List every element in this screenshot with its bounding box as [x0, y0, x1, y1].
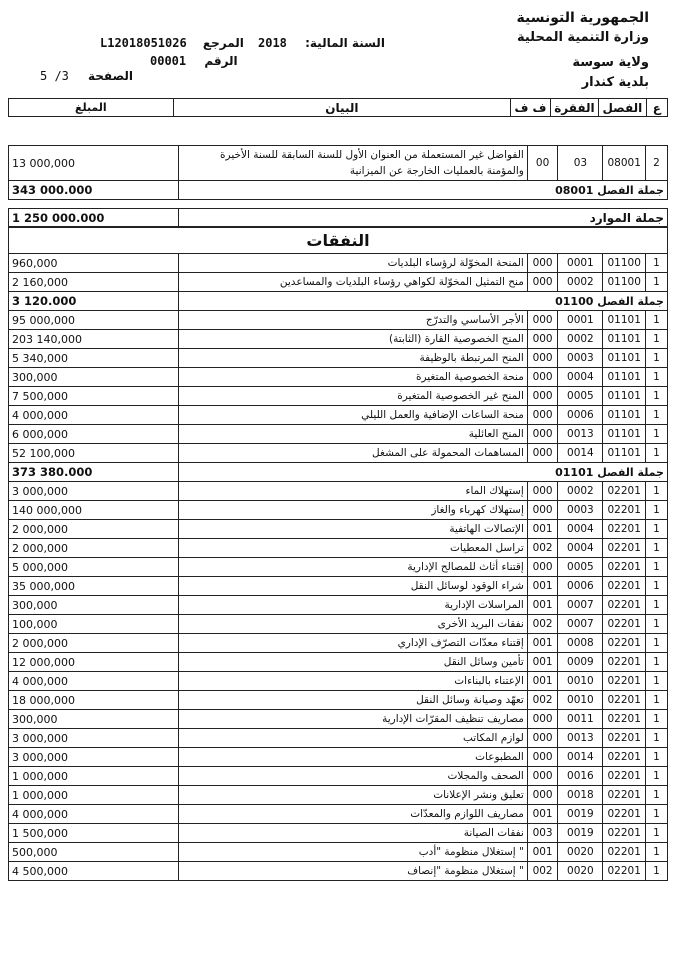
row-code: 1: [645, 349, 667, 368]
row-code: 1: [645, 710, 667, 729]
row-chapter: 01101: [603, 444, 645, 463]
row-amount: 300,000: [9, 710, 179, 729]
row-statement: المنحة المخوّلة لرؤساء البلديات: [179, 254, 528, 273]
row-code: 1: [645, 748, 667, 767]
row-code: 1: [645, 729, 667, 748]
table-row: [9, 273, 668, 292]
row-code: 1: [645, 805, 667, 824]
row-chapter: 01101: [603, 406, 645, 425]
row-code: 1: [645, 786, 667, 805]
row-code: 1: [645, 615, 667, 634]
table-row: [9, 577, 668, 596]
row-ff: 001: [527, 634, 557, 653]
row-code: 2: [645, 146, 667, 181]
row-ff: 000: [527, 482, 557, 501]
row-paragraph: 0006: [558, 406, 603, 425]
row-amount: 95 000,000: [9, 311, 179, 330]
total-amount: 373 380.000: [9, 463, 179, 482]
ministry-name: وزارة التنمية المحلية: [516, 30, 649, 45]
row-amount: 3 000,000: [9, 748, 179, 767]
row-code: 1: [645, 406, 667, 425]
row-paragraph: 0007: [558, 615, 603, 634]
row-paragraph: 0013: [558, 425, 603, 444]
row-chapter: 02201: [603, 672, 645, 691]
row-code: 1: [645, 482, 667, 501]
row-code: 1: [645, 444, 667, 463]
row-ff: 000: [527, 444, 557, 463]
row-chapter: 02201: [603, 710, 645, 729]
row-ff: 001: [527, 596, 557, 615]
row-statement: منحة الخصوصية المتغيرة: [179, 368, 528, 387]
row-paragraph: 0009: [558, 653, 603, 672]
row-amount: 18 000,000: [9, 691, 179, 710]
row-statement: نفقات الصيانة: [179, 824, 528, 843]
expenses-table: [8, 226, 668, 881]
row-paragraph: 0018: [558, 786, 603, 805]
row-amount: 300,000: [9, 596, 179, 615]
row-paragraph: 0003: [558, 501, 603, 520]
doc-number: [150, 54, 238, 68]
row-amount: 100,000: [9, 615, 179, 634]
row-amount: 2 000,000: [9, 520, 179, 539]
row-amount: 500,000: [9, 843, 179, 862]
row-statement: المساهمات المحمولة على المشغل: [179, 444, 528, 463]
row-ff: 002: [527, 539, 557, 558]
row-ff: 001: [527, 805, 557, 824]
row-statement: الإتصالات الهاتفية: [179, 520, 528, 539]
row-chapter: 02201: [603, 539, 645, 558]
republic-name: الجمهورية التونسية: [516, 10, 649, 26]
row-amount: 1 000,000: [9, 767, 179, 786]
table-row: [9, 691, 668, 710]
row-ff: 001: [527, 672, 557, 691]
row-ff: 000: [527, 387, 557, 406]
total-amount: 3 120.000: [9, 292, 179, 311]
row-paragraph: 0002: [558, 330, 603, 349]
row-amount: 6 000,000: [9, 425, 179, 444]
row-chapter: 02201: [603, 501, 645, 520]
row-paragraph: 0002: [558, 482, 603, 501]
row-chapter: 02201: [603, 805, 645, 824]
row-amount: 35 000,000: [9, 577, 179, 596]
row-chapter: 02201: [603, 596, 645, 615]
row-ff: 001: [527, 577, 557, 596]
row-paragraph: 0010: [558, 672, 603, 691]
total-label: جملة الموارد: [179, 209, 668, 228]
row-statement: المنح العائلية: [179, 425, 528, 444]
resources-total-row: [9, 209, 668, 228]
row-code: 1: [645, 273, 667, 292]
row-statement: المراسلات الإدارية: [179, 596, 528, 615]
row-ff: 000: [527, 558, 557, 577]
row-paragraph: 0004: [558, 520, 603, 539]
row-chapter: 02201: [603, 786, 645, 805]
row-chapter: 02201: [603, 767, 645, 786]
row-statement: إقتناء أثاث للمصالح الإدارية: [179, 558, 528, 577]
table-row: [9, 482, 668, 501]
row-ff: 000: [527, 786, 557, 805]
row-code: 1: [645, 824, 667, 843]
table-row: [9, 558, 668, 577]
row-ff: 000: [527, 368, 557, 387]
row-amount: 52 100,000: [9, 444, 179, 463]
row-paragraph: 0004: [558, 368, 603, 387]
row-code: 1: [645, 843, 667, 862]
row-ff: 000: [527, 767, 557, 786]
row-statement: إستهلاك كهرباء والغاز: [179, 501, 528, 520]
row-code: 1: [645, 672, 667, 691]
table-row: [9, 786, 668, 805]
row-statement: إستهلاك الماء: [179, 482, 528, 501]
row-statement: شراء الوقود لوسائل النقل: [179, 577, 528, 596]
row-ff: 002: [527, 615, 557, 634]
row-chapter: 02201: [603, 748, 645, 767]
row-paragraph: 0001: [558, 254, 603, 273]
row-code: 1: [645, 311, 667, 330]
table-row: [9, 748, 668, 767]
table-row: [9, 672, 668, 691]
row-amount: 203 140,000: [9, 330, 179, 349]
row-statement: تأمين وسائل النقل: [179, 653, 528, 672]
table-row: [9, 862, 668, 881]
col-ff: ف ف: [511, 99, 551, 117]
row-amount: 4 500,000: [9, 862, 179, 881]
row-chapter: 01101: [603, 311, 645, 330]
row-amount: 1 000,000: [9, 786, 179, 805]
row-amount: 300,000: [9, 368, 179, 387]
row-statement: إقتناء معدّات التصرّف الإداري: [179, 634, 528, 653]
row-chapter: 01100: [603, 273, 645, 292]
table-row: [9, 444, 668, 463]
row-statement: " إستغلال منظومة "أدب: [179, 843, 528, 862]
row-chapter: 01101: [603, 368, 645, 387]
row-statement: المنح الخصوصية القارة (الثابتة): [179, 330, 528, 349]
row-chapter: 02201: [603, 558, 645, 577]
row-ff: 000: [527, 254, 557, 273]
column-header-row: [9, 99, 668, 117]
row-code: 1: [645, 558, 667, 577]
total-amount: 343 000.000: [9, 181, 179, 200]
row-paragraph: 0006: [558, 577, 603, 596]
row-code: 1: [645, 596, 667, 615]
row-ff: 000: [527, 330, 557, 349]
number-label: الرقم: [204, 54, 238, 68]
row-chapter: 02201: [603, 482, 645, 501]
row-statement: الفواضل غير المستعملة من العنوان الأول للسنة السابقة للسنة الأخيرة والمؤمنة بالعمليات الخارجة عن الميزانية: [179, 146, 528, 181]
table-row: [9, 805, 668, 824]
row-chapter: 02201: [603, 824, 645, 843]
column-header-table: [8, 98, 668, 117]
reference: [100, 36, 244, 50]
table-row: [9, 615, 668, 634]
row-paragraph: 0005: [558, 387, 603, 406]
row-amount: 140 000,000: [9, 501, 179, 520]
reference-label: المرجع: [202, 36, 244, 50]
row-paragraph: 0001: [558, 311, 603, 330]
row-chapter: 02201: [603, 653, 645, 672]
row-statement: لوازم المكاتب: [179, 729, 528, 748]
row-paragraph: 0014: [558, 444, 603, 463]
section-title: النفقات: [9, 227, 668, 254]
row-paragraph: 0011: [558, 710, 603, 729]
row-code: 1: [645, 520, 667, 539]
row-amount: 4 000,000: [9, 672, 179, 691]
table-row: [9, 406, 668, 425]
table-row: [9, 425, 668, 444]
row-chapter: 01101: [603, 349, 645, 368]
row-code: 1: [645, 539, 667, 558]
table-row: [9, 824, 668, 843]
table-row: [9, 520, 668, 539]
row-ff: 000: [527, 273, 557, 292]
page-number: 5 /3: [40, 69, 69, 83]
row-paragraph: 03: [558, 146, 603, 181]
row-paragraph: 0013: [558, 729, 603, 748]
chapter-total-row: [9, 463, 668, 482]
row-statement: مصاريف اللوازم والمعدّات: [179, 805, 528, 824]
row-statement: المطبوعات: [179, 748, 528, 767]
row-code: 1: [645, 577, 667, 596]
table-row: [9, 767, 668, 786]
row-statement: مصاريف تنظيف المقرّات الإدارية: [179, 710, 528, 729]
col-statement: البيان: [173, 99, 510, 117]
table-row: [9, 387, 668, 406]
row-ff: 000: [527, 349, 557, 368]
row-code: 1: [645, 691, 667, 710]
table-row: [9, 330, 668, 349]
row-code: 1: [645, 862, 667, 881]
col-chapter: الفصل: [599, 99, 647, 117]
row-amount: 5 000,000: [9, 558, 179, 577]
row-statement: تعهّد وصيانة وسائل النقل: [179, 691, 528, 710]
row-ff: 001: [527, 843, 557, 862]
row-amount: 960,000: [9, 254, 179, 273]
page-label: الصفحة: [88, 69, 134, 83]
row-paragraph: 0016: [558, 767, 603, 786]
row-paragraph: 0002: [558, 273, 603, 292]
row-paragraph: 0003: [558, 349, 603, 368]
row-chapter: 01101: [603, 425, 645, 444]
table-row: [9, 539, 668, 558]
row-statement: " إستغلال منظومة "إنصاف: [179, 862, 528, 881]
row-chapter: 01100: [603, 254, 645, 273]
row-amount: 1 500,000: [9, 824, 179, 843]
total-label: جملة الفصل 01101: [179, 463, 668, 482]
row-ff: 002: [527, 862, 557, 881]
row-chapter: 02201: [603, 577, 645, 596]
row-ff: 003: [527, 824, 557, 843]
row-ff: 000: [527, 748, 557, 767]
row-amount: 4 000,000: [9, 406, 179, 425]
governorate-name: ولاية سوسة: [572, 55, 649, 70]
row-chapter: 01101: [603, 387, 645, 406]
row-statement: تعليق ونشر الإعلانات: [179, 786, 528, 805]
row-ff: 000: [527, 311, 557, 330]
row-chapter: 01101: [603, 330, 645, 349]
row-amount: 5 340,000: [9, 349, 179, 368]
issuer-block: [517, 8, 650, 93]
fiscal-year-value: 2018: [258, 36, 287, 50]
row-chapter: 02201: [603, 862, 645, 881]
row-ff: 00: [527, 146, 557, 181]
row-amount: 2 000,000: [9, 539, 179, 558]
row-paragraph: 0007: [558, 596, 603, 615]
row-amount: 13 000,000: [9, 146, 179, 181]
fiscal-year: [258, 36, 385, 50]
row-chapter: 02201: [603, 615, 645, 634]
row-amount: 2 160,000: [9, 273, 179, 292]
table-row: [9, 501, 668, 520]
row-ff: 001: [527, 520, 557, 539]
chapter-total-row: [9, 292, 668, 311]
row-statement: الإعتناء بالبناءات: [179, 672, 528, 691]
row-statement: الأجر الأساسي والتدرّج: [179, 311, 528, 330]
table-row: [9, 710, 668, 729]
row-paragraph: 0004: [558, 539, 603, 558]
row-statement: منح التمثيل المخوّلة لكواهي رؤساء البلديات والمساعدين: [179, 273, 528, 292]
row-chapter: 02201: [603, 843, 645, 862]
table-row: [9, 349, 668, 368]
row-ff: 001: [527, 653, 557, 672]
table-row: [9, 843, 668, 862]
row-amount: 4 000,000: [9, 805, 179, 824]
row-statement: تراسل المعطيات: [179, 539, 528, 558]
row-code: 1: [645, 254, 667, 273]
row-paragraph: 0005: [558, 558, 603, 577]
row-statement: المنح المرتبطة بالوظيفة: [179, 349, 528, 368]
reference-value: L12018051026: [100, 36, 187, 50]
row-chapter: 02201: [603, 634, 645, 653]
row-statement: المنح غير الخصوصية المتغيرة: [179, 387, 528, 406]
expenses-section-title: [9, 227, 668, 254]
row-paragraph: 0008: [558, 634, 603, 653]
row-paragraph: 0020: [558, 843, 603, 862]
row-statement: نفقات البريد الأخرى: [179, 615, 528, 634]
row-code: 1: [645, 634, 667, 653]
row-amount: 7 500,000: [9, 387, 179, 406]
table-row: [9, 729, 668, 748]
table-row: [9, 634, 668, 653]
resources-table: [8, 145, 668, 228]
col-amount: المبلغ: [9, 99, 174, 117]
row-code: 1: [645, 653, 667, 672]
fiscal-year-label: السنة المالية:: [305, 36, 385, 50]
table-row: [9, 254, 668, 273]
row-chapter: 02201: [603, 520, 645, 539]
row-amount: 3 000,000: [9, 482, 179, 501]
total-label: جملة الفصل 01100: [179, 292, 668, 311]
col-paragraph: الفقرة: [550, 99, 598, 117]
total-amount: 1 250 000.000: [9, 209, 179, 228]
table-row: [9, 146, 668, 181]
row-statement: الصحف والمجلات: [179, 767, 528, 786]
row-ff: 000: [527, 425, 557, 444]
table-row: [9, 653, 668, 672]
row-paragraph: 0019: [558, 805, 603, 824]
row-ff: 000: [527, 710, 557, 729]
row-code: 1: [645, 368, 667, 387]
row-ff: 000: [527, 406, 557, 425]
row-paragraph: 0020: [558, 862, 603, 881]
row-amount: 3 000,000: [9, 729, 179, 748]
row-ff: 000: [527, 501, 557, 520]
table-row: [9, 311, 668, 330]
municipality-name: بلدية كندار: [581, 75, 649, 90]
total-label: جملة الفصل 08001: [179, 181, 668, 200]
row-paragraph: 0019: [558, 824, 603, 843]
row-chapter: 02201: [603, 729, 645, 748]
row-code: 1: [645, 330, 667, 349]
row-code: 1: [645, 425, 667, 444]
row-ff: 002: [527, 691, 557, 710]
row-amount: 12 000,000: [9, 653, 179, 672]
row-statement: منحة الساعات الإضافية والعمل الليلي: [179, 406, 528, 425]
row-ff: 000: [527, 729, 557, 748]
row-chapter: 02201: [603, 691, 645, 710]
row-paragraph: 0010: [558, 691, 603, 710]
row-chapter: 08001: [603, 146, 645, 181]
row-paragraph: 0014: [558, 748, 603, 767]
col-code: ع: [646, 99, 667, 117]
table-row: [9, 368, 668, 387]
number-value: 00001: [150, 54, 187, 68]
chapter-total-row: [9, 181, 668, 200]
row-amount: 2 000,000: [9, 634, 179, 653]
row-code: 1: [645, 501, 667, 520]
table-row: [9, 596, 668, 615]
row-code: 1: [645, 767, 667, 786]
row-code: 1: [645, 387, 667, 406]
